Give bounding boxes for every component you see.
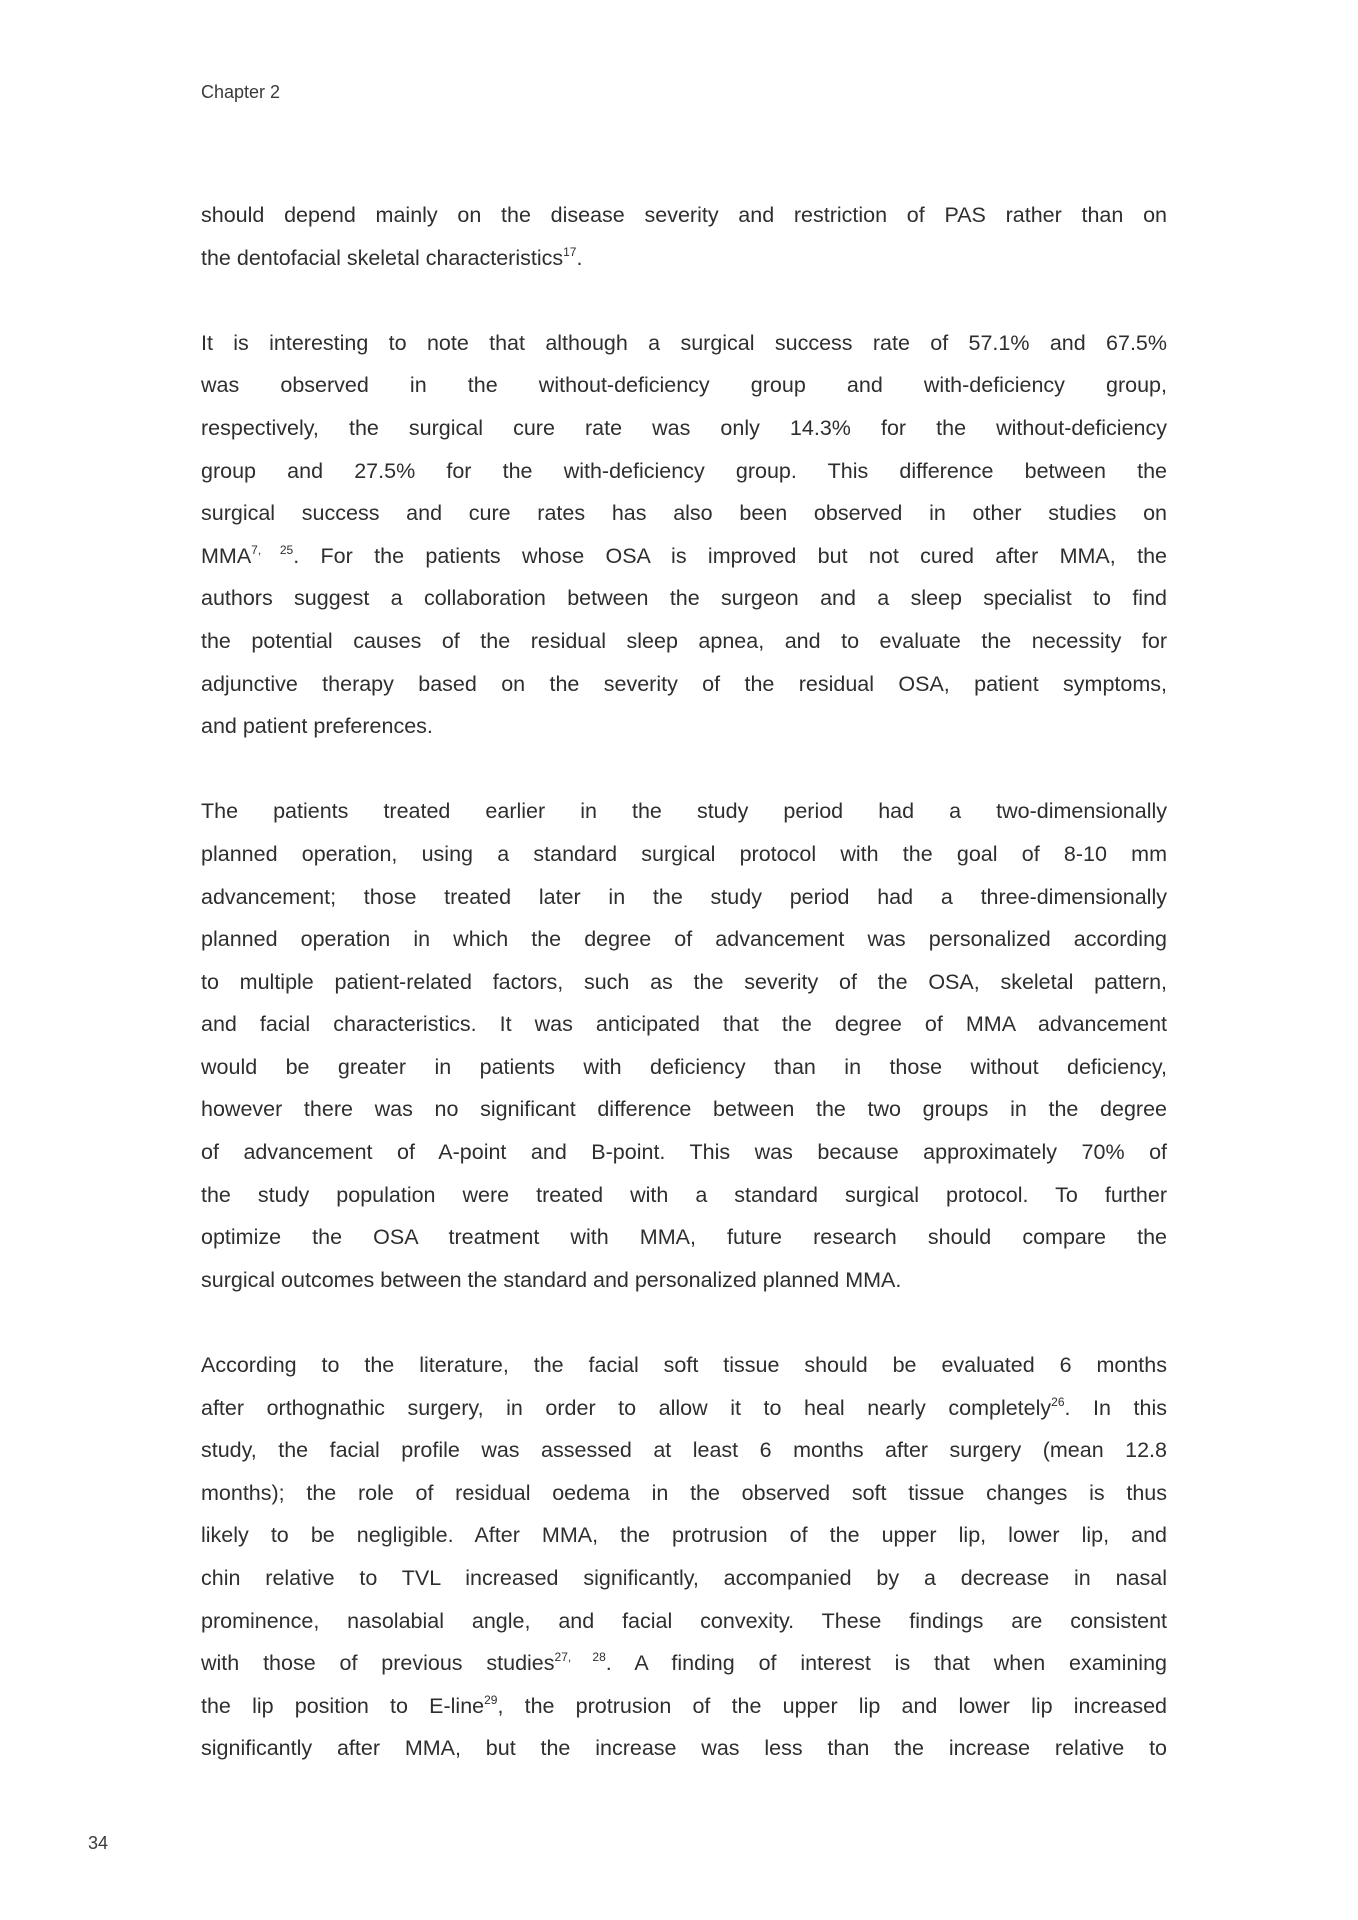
text-line: [201, 790, 1167, 833]
line-text: It is interesting to note that although a surgical success rate of 57.1% and 67.5%: [201, 330, 1167, 355]
text-line: [201, 492, 1167, 535]
text-line: [201, 1046, 1167, 1089]
citation-superscript: 7, 25: [251, 542, 294, 557]
citation-superscript: 26: [1051, 1394, 1065, 1409]
line-text: would be greater in patients with deficiency than in those without deficiency,: [201, 1054, 1167, 1079]
line-text: MMA: [201, 543, 252, 568]
line-text: and patient preferences.: [201, 714, 433, 739]
running-head: Chapter 2: [201, 82, 281, 102]
text-line: [201, 1131, 1167, 1174]
line-text: to multiple patient-related factors, such as the severity of the OSA, skeletal pattern,: [201, 969, 1167, 994]
line-text: with those of previous studies: [201, 1651, 555, 1676]
text-line: [201, 364, 1167, 407]
text-line: [201, 1685, 1167, 1728]
line-text: months); the role of residual oedema in the observed soft tissue changes is thus: [201, 1480, 1167, 1505]
text-line: [201, 876, 1167, 919]
text-line: [201, 577, 1167, 620]
line-text: advancement; those treated later in the study period had a three-dimensionally: [201, 884, 1167, 909]
line-text: .: [576, 245, 583, 270]
line-text: the dentofacial skeletal characteristics: [201, 245, 564, 270]
text-line: [201, 961, 1167, 1004]
text-line: [201, 833, 1167, 876]
text-line: [201, 1003, 1167, 1046]
line-text: chin relative to TVL increased significantly, accompanied by a decrease in nasal: [201, 1566, 1167, 1590]
line-text: however there was no significant difference between the two groups in the degree: [201, 1097, 1167, 1122]
line-text: the lip position to E-line: [201, 1693, 485, 1718]
line-text: , the protrusion of the upper lip and lower lip increased: [497, 1693, 1167, 1718]
text-line: [201, 1514, 1167, 1557]
line-text: . In this: [1064, 1395, 1167, 1420]
text-line: [201, 620, 1167, 663]
text-line: [201, 1429, 1167, 1472]
line-text: According to the literature, the facial soft tissue should be evaluated 6 months: [201, 1353, 1167, 1378]
text-line: [201, 535, 1167, 578]
citation-superscript: 27, 28: [554, 1650, 606, 1665]
line-text: The patients treated earlier in the study period had a two-dimensionally: [201, 799, 1167, 824]
line-text: planned operation, using a standard surgical protocol with the goal of 8-10 mm: [201, 841, 1167, 866]
line-text: optimize the OSA treatment with MMA, future research should compare the: [201, 1225, 1167, 1250]
text-line: [201, 237, 1167, 280]
paragraph: [201, 790, 1167, 1301]
text-line: [201, 322, 1167, 365]
text-line: [201, 407, 1167, 450]
line-text: after orthognathic surgery, in order to allow it to heal nearly completely: [201, 1395, 1052, 1420]
paragraph: [201, 194, 1167, 279]
line-text: the potential causes of the residual sleep apnea, and to evaluate the necessity for: [201, 628, 1167, 653]
text-line: [201, 1727, 1167, 1770]
page-number: 34: [88, 1833, 109, 1853]
citation-superscript: 29: [484, 1692, 498, 1707]
line-text: study, the facial profile was assessed at least 6 months after surgery (mean 12.8: [201, 1438, 1167, 1463]
line-text: adjunctive therapy based on the severity of the residual OSA, patient symptoms,: [201, 671, 1167, 696]
line-text: surgical outcomes between the standard and personalized planned MMA.: [201, 1267, 902, 1292]
line-text: significantly after MMA, but the increase was less than the increase relative to: [201, 1736, 1167, 1761]
line-text: of advancement of A-point and B-point. This was because approximately 70% of: [201, 1140, 1167, 1165]
text-line: [201, 1600, 1167, 1643]
line-text: was observed in the without-deficiency group and with-deficiency group,: [201, 373, 1167, 398]
line-text: prominence, nasolabial angle, and facial convexity. These findings are consistent: [201, 1608, 1167, 1633]
line-text: and facial characteristics. It was anticipated that the degree of MMA advancement: [201, 1012, 1167, 1037]
line-text: group and 27.5% for the with-deficiency group. This difference between the: [201, 458, 1167, 483]
text-line: [201, 450, 1167, 493]
text-line: [201, 705, 1167, 748]
line-text: . For the patients whose OSA is improved but not cured after MMA, the: [293, 543, 1167, 568]
text-line: [201, 1088, 1167, 1131]
text-line: [201, 1216, 1167, 1259]
citation-superscript: 17: [563, 244, 577, 259]
line-text: . A finding of interest is that when examining: [605, 1651, 1167, 1676]
body-text: [201, 194, 1167, 1813]
line-text: likely to be negligible. After MMA, the protrusion of the upper lip, lower lip, and: [201, 1523, 1167, 1548]
text-line: [201, 918, 1167, 961]
text-line: [201, 1387, 1167, 1430]
text-line: [201, 1259, 1167, 1302]
text-line: [201, 1557, 1167, 1600]
line-text: surgical success and cure rates has also been observed in other studies on: [201, 501, 1167, 526]
line-text: respectively, the surgical cure rate was only 14.3% for the without-deficiency: [201, 415, 1167, 440]
text-line: [201, 663, 1167, 706]
line-text: should depend mainly on the disease severity and restriction of PAS rather than on: [201, 203, 1167, 227]
line-text: planned operation in which the degree of advancement was personalized according: [201, 927, 1167, 952]
line-text: authors suggest a collaboration between the surgeon and a sleep specialist to find: [201, 586, 1167, 611]
text-line: [201, 1642, 1167, 1685]
text-line: [201, 1174, 1167, 1217]
paragraph: [201, 1344, 1167, 1770]
text-line: [201, 1472, 1167, 1515]
text-line: [201, 1344, 1167, 1387]
line-text: the study population were treated with a standard surgical protocol. To further: [201, 1182, 1167, 1207]
paragraph: [201, 322, 1167, 748]
text-line: [201, 194, 1167, 237]
